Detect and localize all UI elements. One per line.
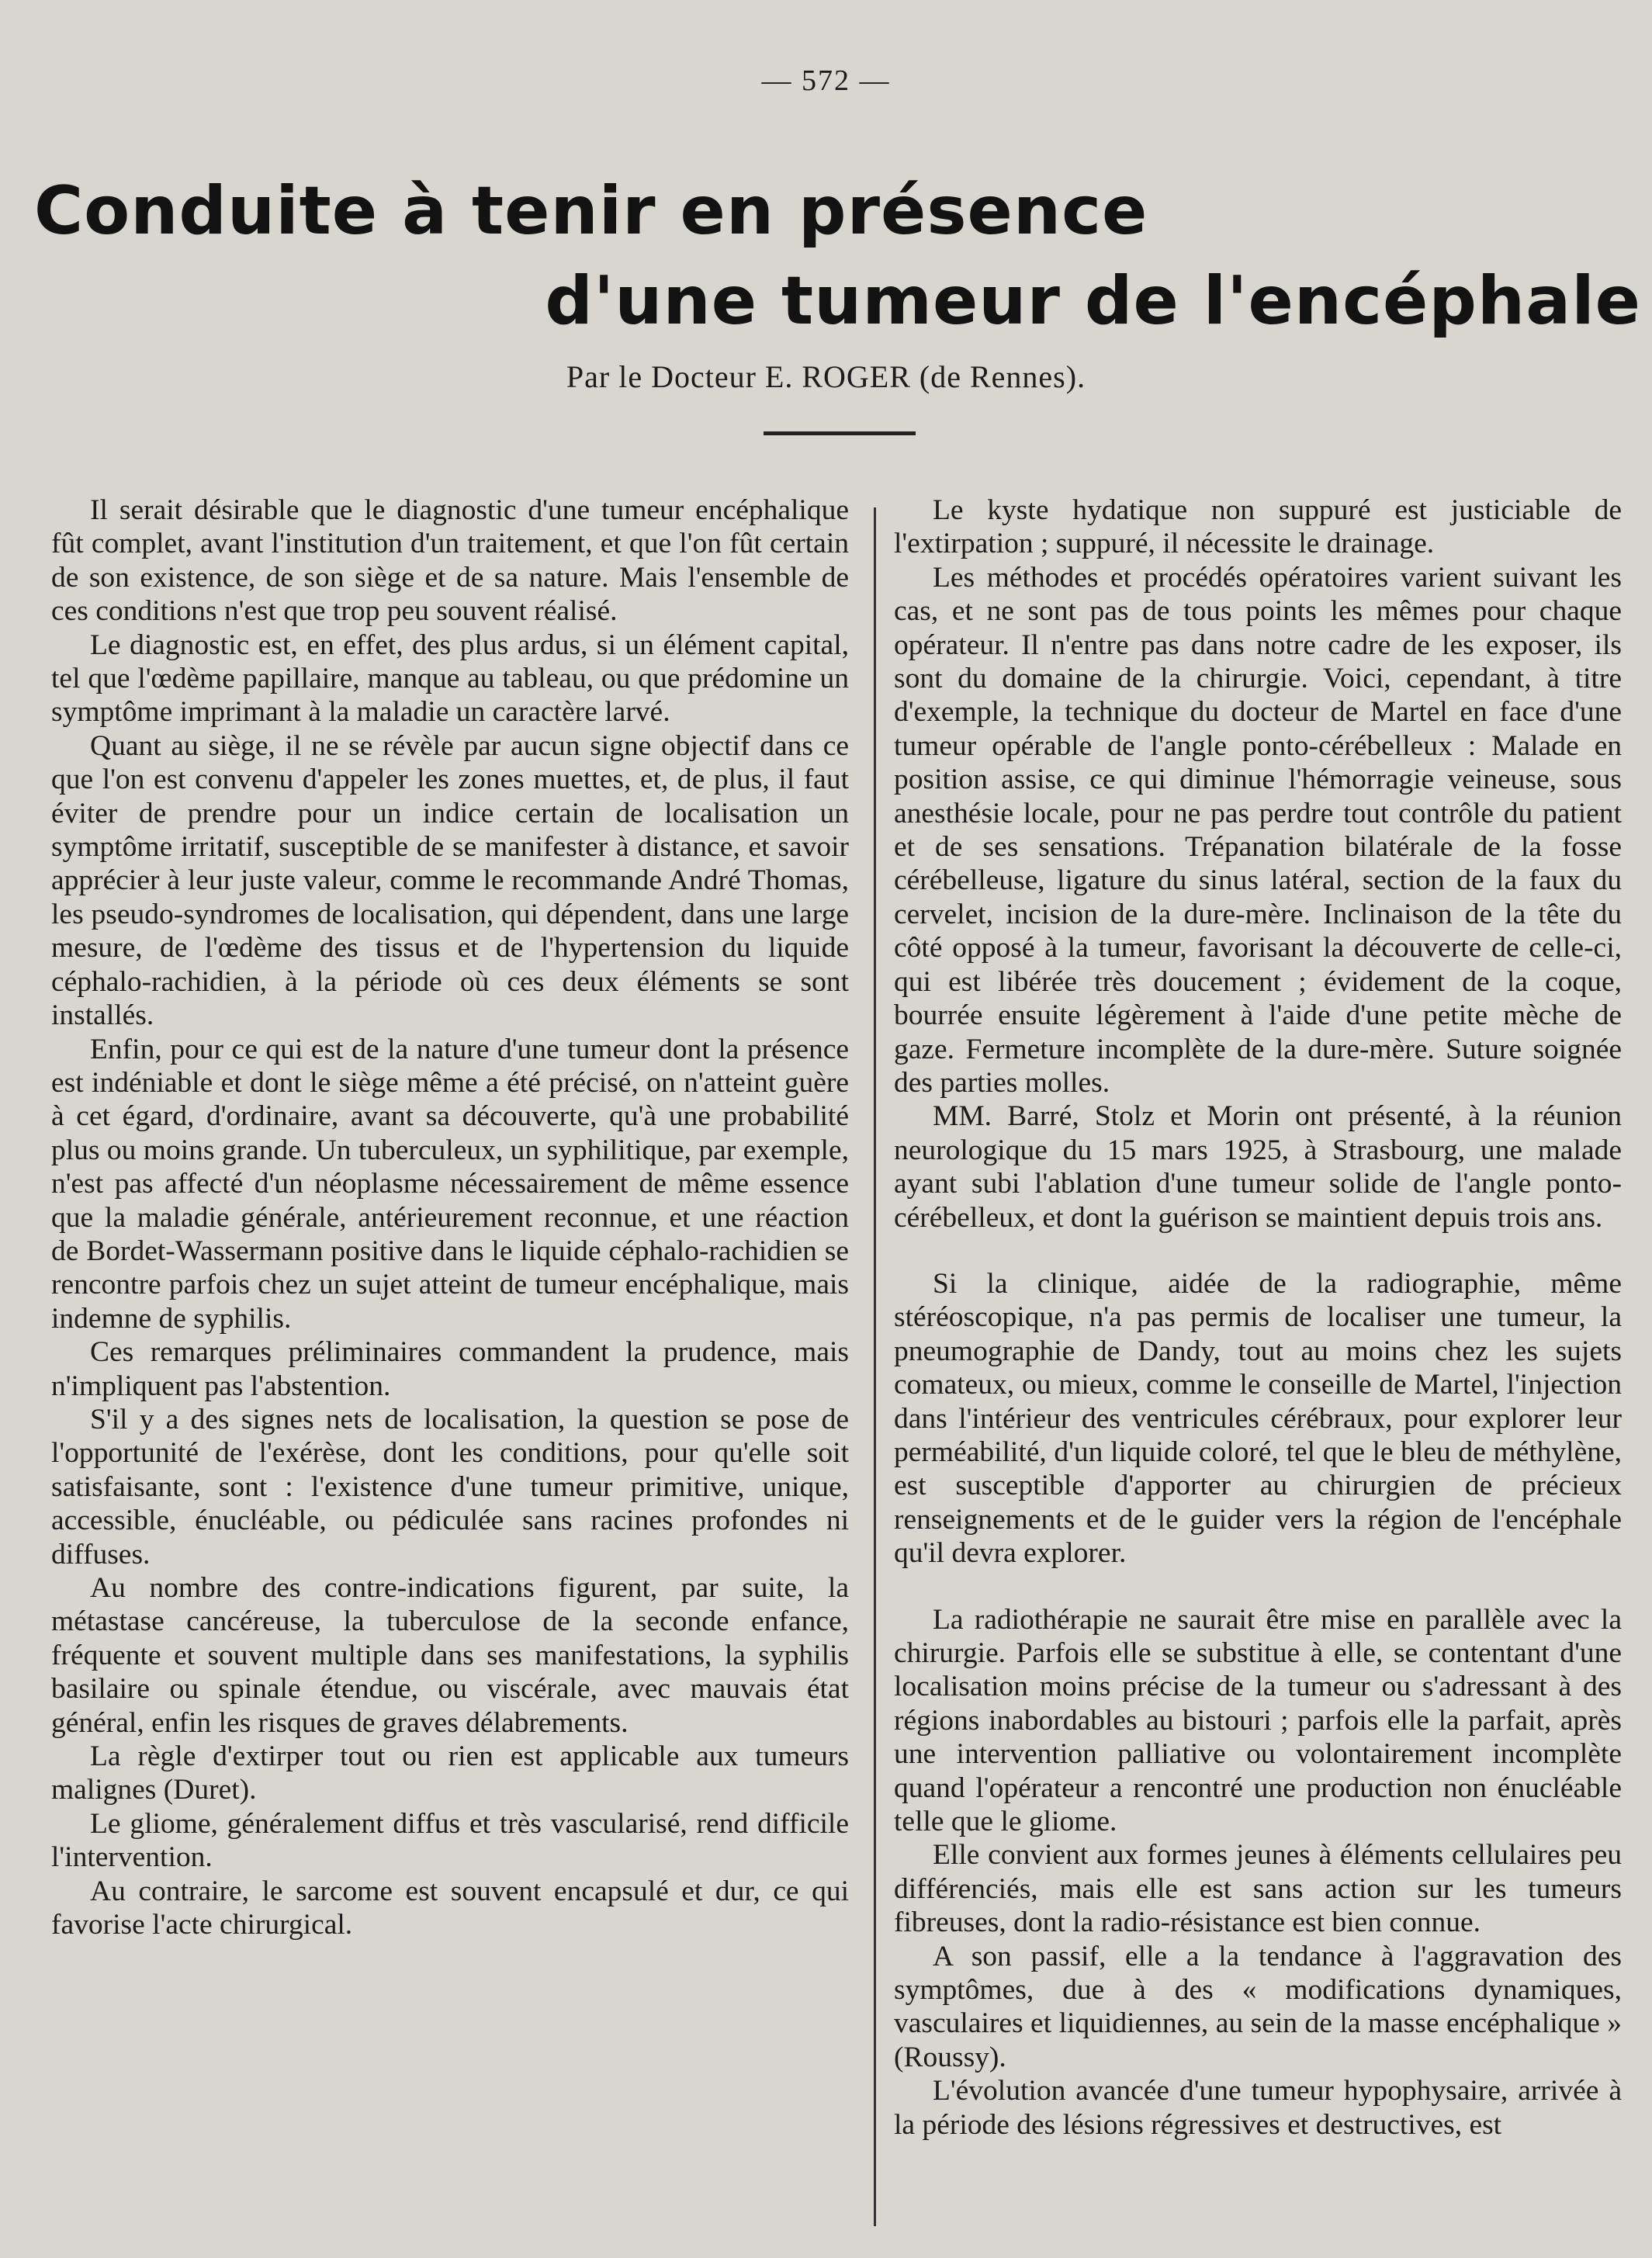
paragraph: Elle convient aux formes jeunes à éléments cellulaires peu différenciés, mais elle est sans action sur les tumeurs fibreuses, dont la radio-résistance est bien connue. — [894, 1839, 1622, 1939]
article-title-line-2: d'une tumeur de l'encéphale — [545, 262, 1641, 340]
paragraph: Au contraire, le sarcome est souvent encapsulé et dur, ce qui favorise l'acte chirurgical. — [51, 1875, 849, 1941]
paragraph: Au nombre des contre-indications figurent, par suite, la métastase cancéreuse, la tuberculose de la seconde enfance, fréquente et souvent multiple dans ses manifestations, la syphilis basilaire ou spinale étendue, ou viscérale, avec mauvais état général, enfin les risques de graves délabrements. — [51, 1572, 849, 1739]
paragraph: Si la clinique, aidée de la radiographie, même stéréoscopique, n'a pas permis de localiser une tumeur, la pneumographie de Dandy, tout au moins chez les sujets comateux, ou mieux, comme le conseille de Martel, l'injection dans l'intérieur des ventricules cérébraux, pour explorer leur perméabilité, d'un liquide coloré, tel que le bleu de méthylène, est susceptible d'apporter au chirurgien de précieux renseignements et de le guider vers la région de l'encéphale qu'il devra explorer. — [894, 1267, 1622, 1570]
column-divider — [874, 507, 876, 2226]
paragraph: Les méthodes et procédés opératoires varient suivant les cas, et ne sont pas de tous points les mêmes pour chaque opérateur. Il n'entre pas dans notre cadre de les exposer, ils sont du domaine de la chirurgie. Voici, cependant, à titre d'exemple, la technique du docteur de Martel en face d'une tumeur opérable de l'angle ponto-cérébelleux : Malade en position assise, ce qui diminue l'hémorragie veineuse, sous anesthésie locale, pour ne pas perdre tout contrôle du patient et de ses sensations. Trépanation bilatérale de la fosse cérébelleuse, ligature du sinus latéral, section de la faux du cervelet, incision de la dure-mère. Inclinaison de la tête du côté opposé à la tumeur, favorisant la découverte de celle-ci, qui est libérée très doucement ; évidement de la coque, bourrée ensuite légèrement à l'aide d'une petite mèche de gaze. Fermeture incomplète de la dure-mère. Suture soignée des parties molles. — [894, 561, 1622, 1099]
paragraph: Il serait désirable que le diagnostic d'une tumeur encéphalique fût complet, avant l'institution d'un traitement, et que l'on fût certain de son existence, de son siège et de sa nature. Mais l'ensemble de ces conditions n'est que trop peu souvent réalisé. — [51, 494, 849, 628]
paragraph: Le gliome, généralement diffus et très vascularisé, rend difficile l'intervention. — [51, 1807, 849, 1874]
paragraph: Ces remarques préliminaires commandent la prudence, mais n'impliquent pas l'abstention. — [51, 1336, 849, 1402]
paragraph: La radiothérapie ne saurait être mise en parallèle avec la chirurgie. Parfois elle se substitue à elle, se contentant d'une localisation moins précise de la tumeur ou s'adressant à des régions inabordables au bistouri ; parfois elle la parfait, après une intervention palliative ou volontairement incomplète quand l'opérateur a rencontré une production non énucléable telle que le gliome. — [894, 1603, 1622, 1838]
paragraph: MM. Barré, Stolz et Morin ont présenté, à la réunion neurologique du 15 mars 1925, à Strasbourg, une malade ayant subi l'ablation d'une tumeur solide de l'angle ponto-cérébelleux, et dont la guérison se maintient depuis trois ans. — [894, 1100, 1622, 1234]
author-byline: Par le Docteur E. ROGER (de Rennes). — [566, 359, 1086, 394]
title-separator-rule — [764, 431, 916, 435]
article-title-line-1: Conduite à tenir en présence — [34, 172, 1148, 250]
page-number: — 572 — — [761, 64, 891, 97]
paragraph: La règle d'extirper tout ou rien est applicable aux tumeurs malignes (Duret). — [51, 1740, 849, 1806]
paragraph: S'il y a des signes nets de localisation, la question se pose de l'opportunité de l'exérèse, dont les conditions, pour qu'elle soit satisfaisante, sont : l'existence d'une tumeur primitive, unique, accessible, énucléable, ou pédiculée sans racines profondes ni diffuses. — [51, 1403, 849, 1571]
paragraph: L'évolution avancée d'une tumeur hypophysaire, arrivée à la période des lésions régressives et destructives, est — [894, 2075, 1622, 2141]
paragraph: Quant au siège, il ne se révèle par aucun signe objectif dans ce que l'on est convenu d'appeler les zones muettes, et, de plus, il faut éviter de prendre pour un indice certain de localisation un symptôme irritatif, susceptible de se manifester à distance, et savoir apprécier à leur juste valeur, comme le recommande André Thomas, les pseudo-syndromes de localisation, qui dépendent, dans une large mesure, de l'œdème des tissus et de l'hypertension du liquide céphalo-rachidien, à la période où ces deux éléments se sont installés. — [51, 729, 849, 1032]
paragraph: A son passif, elle a la tendance à l'aggravation des symptômes, due à des « modifications dynamiques, vasculaires et liquidiennes, au sein de la masse encéphalique » (Roussy). — [894, 1940, 1622, 2073]
paragraph: Le diagnostic est, en effet, des plus ardus, si un élément capital, tel que l'œdème papillaire, manque au tableau, ou que prédomine un symptôme imprimant à la maladie un caractère larvé. — [51, 629, 849, 729]
left-column — [51, 494, 849, 1941]
right-column — [894, 494, 1622, 2142]
paragraph: Enfin, pour ce qui est de la nature d'une tumeur dont la présence est indéniable et dont le siège même a été précisé, on n'atteint guère à cet égard, d'ordinaire, avant sa découverte, qu'à une probabilité plus ou moins grande. Un tuberculeux, un syphilitique, par exemple, n'est pas affecté d'un néoplasme nécessairement de même essence que la maladie générale, antérieurement reconnue, et une réaction de Bordet-Wassermann positive dans le liquide céphalo-rachidien se rencontre parfois chez un sujet atteint de tumeur encéphalique, mais indemne de syphilis. — [51, 1033, 849, 1335]
paragraph: Le kyste hydatique non suppuré est justiciable de l'extirpation ; suppuré, il nécessite le drainage. — [894, 494, 1622, 560]
